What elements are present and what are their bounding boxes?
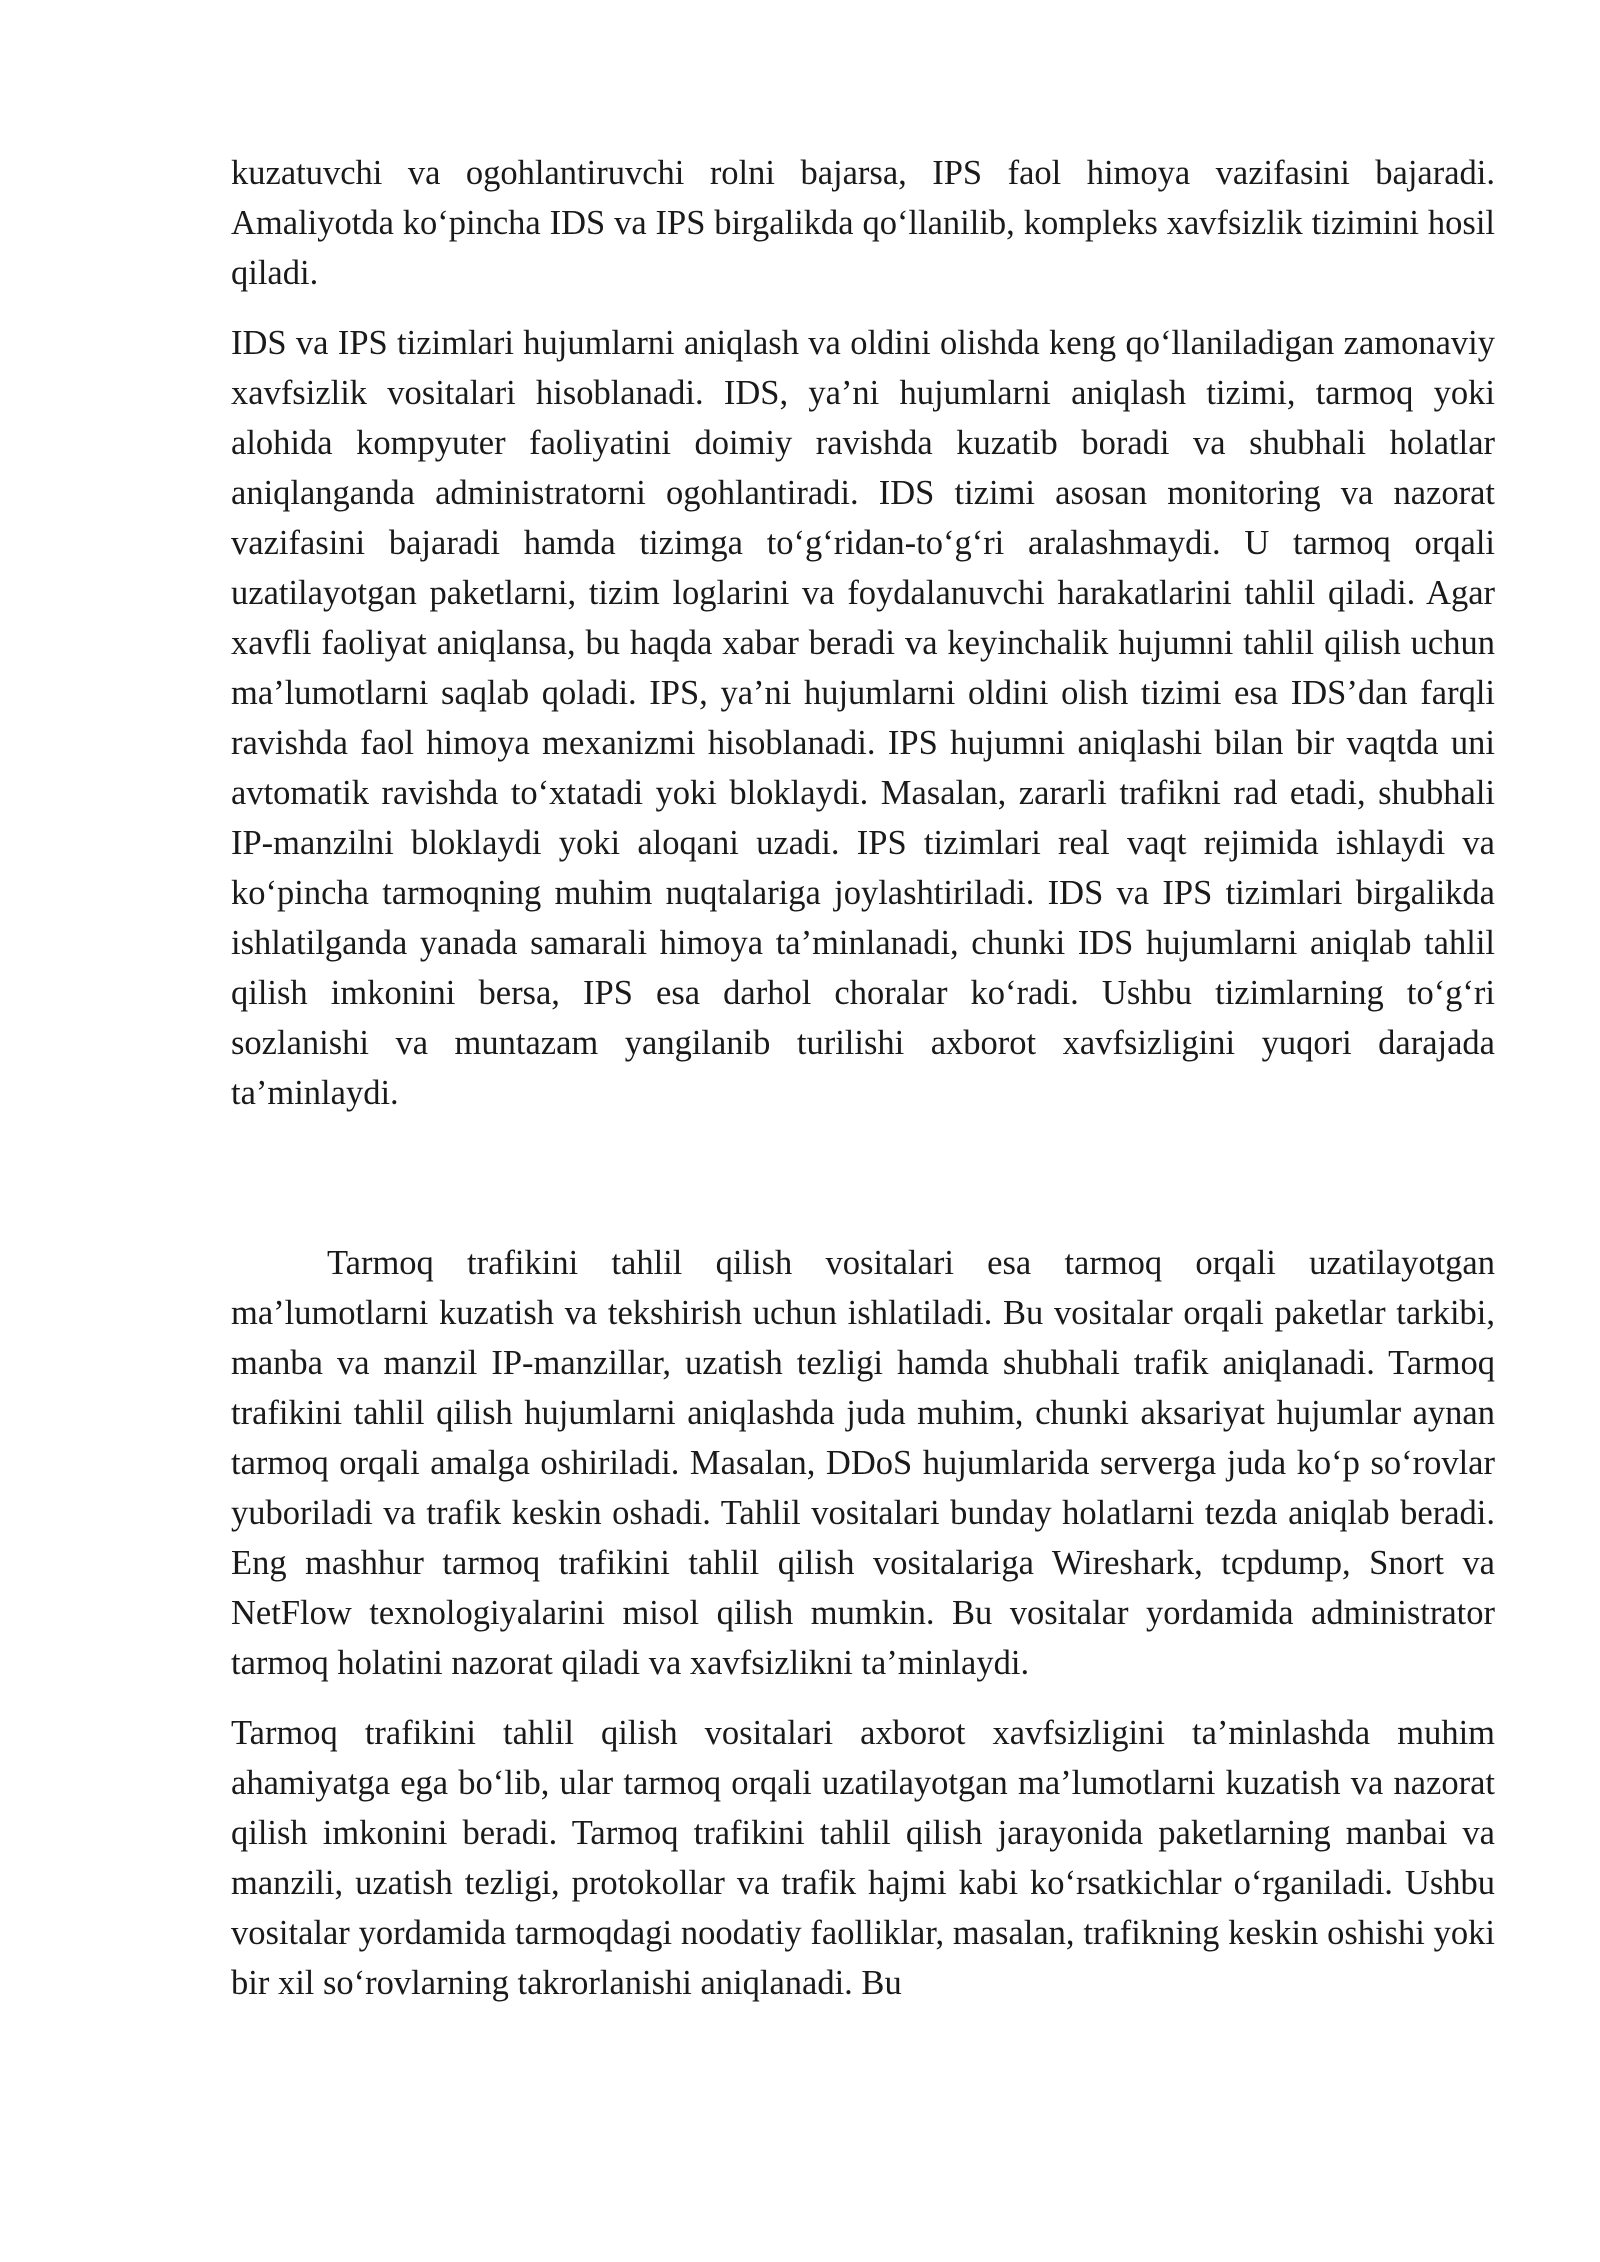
document-page [231,148,1495,2028]
paragraph-traffic-analysis-importance: Tarmoq trafikini tahlil qilish vositalari axborot xavfsizligini ta’minlashda muhim ahamiyatga ega bo‘lib, ular tarmoq orqali uzatilayotgan ma’lumotlarni kuzatish va nazorat qilish imkonini beradi. Tarmoq trafikini tahlil qilish jarayonida paketlarning manbai va manzili, uzatish tezligi, protokollar va trafik hajmi kabi ko‘rsatkichlar o‘rganiladi. Ushbu vositalar yordamida tarmoqdagi noodatiy faolliklar, masalan, trafikning keskin oshishi yoki bir xil so‘rovlarning takrorlanishi aniqlanadi. Bu [231,1714,1495,2002]
paragraph-ids-ips-intro: kuzatuvchi va ogohlantiruvchi rolni bajarsa, IPS faol himoya vazifasini bajaradi. Amaliyotda ko‘pincha IDS va IPS birgalikda qo‘llanilib, kompleks xavfsizlik tizimini hosil qiladi. [231,154,1495,292]
paragraph-ids-ips-detail: IDS va IPS tizimlari hujumlarni aniqlash va oldini olishda keng qo‘llaniladigan zamonaviy xavfsizlik vositalari hisoblanadi. IDS, ya’ni hujumlarni aniqlash tizimi, tarmoq yoki alohida kompyuter faoliyatini doimiy ravishda kuzatib boradi va shubhali holatlar aniqlanganda administratorni ogohlantiradi. IDS tizimi asosan monitoring va nazorat vazifasini bajaradi hamda tizimga to‘g‘ridan-to‘g‘ri aralashmaydi. U tarmoq orqali uzatilayotgan paketlarni, tizim loglarini va foydalanuvchi harakatlarini tahlil qiladi. Agar xavfli faoliyat aniqlansa, bu haqda xabar beradi va keyinchalik hujumni tahlil qilish uchun ma’lumotlarni saqlab qoladi. IPS, ya’ni hujumlarni oldini olish tizimi esa IDS’dan farqli ravishda faol himoya mexanizmi hisoblanadi. IPS hujumni aniqlashi bilan bir vaqtda uni avtomatik ravishda to‘xtatadi yoki bloklaydi. Masalan, zararli trafikni rad etadi, shubhali IP-manzilni bloklaydi yoki aloqani uzadi. IPS tizimlari real vaqt rejimida ishlaydi va ko‘pincha tarmoqning muhim nuqtalariga joylashtiriladi. IDS va IPS tizimlari birgalikda ishlatilganda yanada samarali himoya ta’minlanadi, chunki IDS hujumlarni aniqlab tahlil qilish imkonini bersa, IPS esa darhol choralar ko‘radi. Ushbu tizimlarning to‘g‘ri sozlanishi va muntazam yangilanib turilishi axborot xavfsizligini yuqori darajada ta’minlaydi. [231,324,1495,1112]
paragraph-traffic-analysis-tools: Tarmoq trafikini tahlil qilish vositalari esa tarmoq orqali uzatilayotgan ma’lumotlarni kuzatish va tekshirish uchun ishlatiladi. Bu vositalar orqali paketlar tarkibi, manba va manzil IP-manzillar, uzatish tezligi hamda shubhali trafik aniqlanadi. Tarmoq trafikini tahlil qilish hujumlarni aniqlashda juda muhim, chunki aksariyat hujumlar aynan tarmoq orqali amalga oshiriladi. Masalan, DDoS hujumlarida serverga juda ko‘p so‘rovlar yuboriladi va trafik keskin oshadi. Tahlil vositalari bunday holatlarni tezda aniqlab beradi. Eng mashhur tarmoq trafikini tahlil qilish vositalariga Wireshark, tcpdump, Snort va NetFlow texnologiyalarini misol qilish mumkin. Bu vositalar yordamida administrator tarmoq holatini nazorat qiladi va xavfsizlikni ta’minlaydi. [231,1244,1495,1682]
